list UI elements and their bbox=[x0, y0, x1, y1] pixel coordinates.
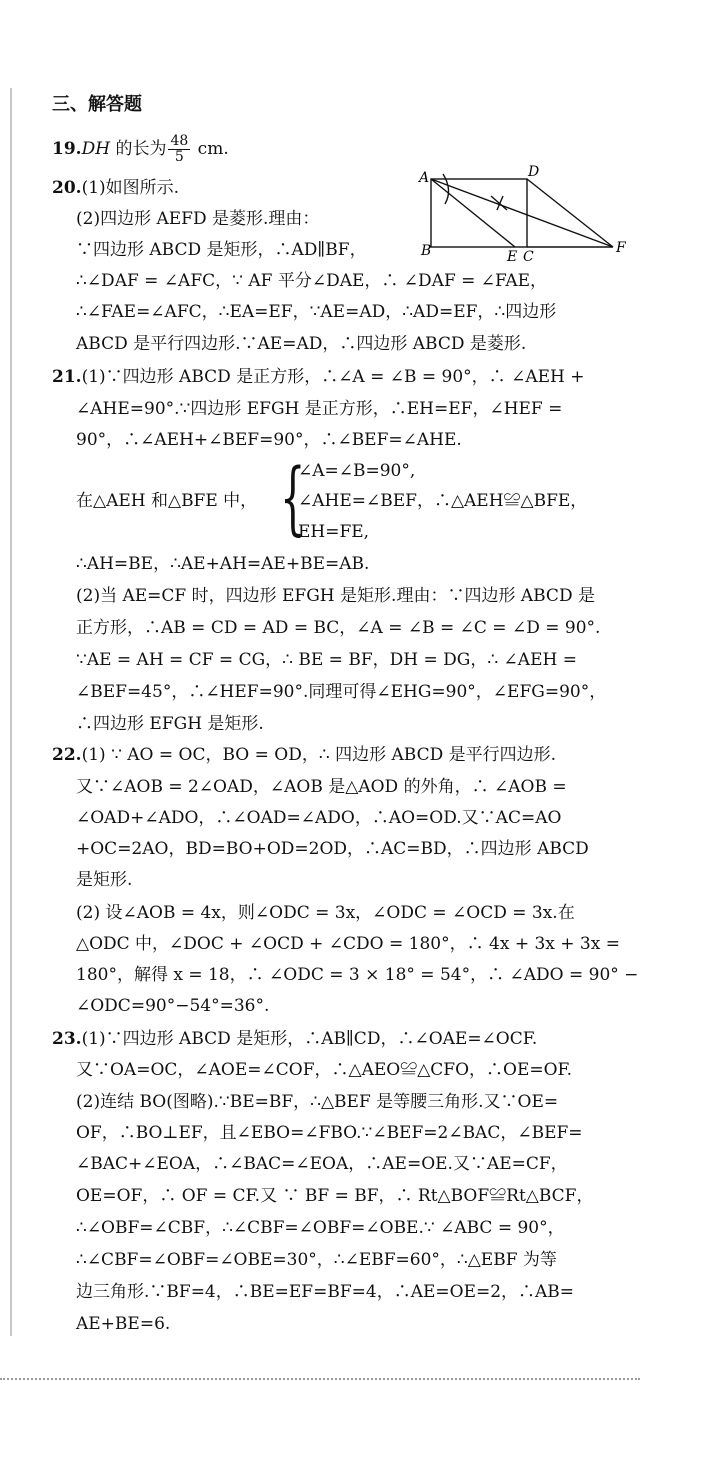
q20-text: (1)如图所示. bbox=[81, 178, 180, 198]
q21-text: (1)∵四边形 ABCD 是正方形，∴∠A = ∠B = 90°，∴ ∠AEH + bbox=[81, 367, 585, 387]
q22-line-6: (2) 设∠AOB = 4x，则∠ODC = 3x，∠ODC = ∠OCD = 3x.在 bbox=[76, 903, 575, 923]
q21-line-8: ∠BEF=45°，∴∠HEF=90°.同理可得∠EHG=90°，∠EFG=90°， bbox=[76, 682, 607, 702]
segment-ae bbox=[431, 179, 515, 247]
q20-figure bbox=[415, 162, 635, 262]
label-f: F bbox=[616, 240, 626, 256]
segment-af bbox=[431, 179, 613, 247]
q19-fraction bbox=[168, 134, 190, 165]
q20-line-5: ∴∠FAE=∠AFC，∴EA=EF，∵AE=AD，∴AD=EF，∴四边形 bbox=[76, 302, 557, 322]
q20-line-6: ABCD 是平行四边形.∵AE=AD，∴四边形 ABCD 是菱形. bbox=[76, 334, 527, 354]
q19-text: 的长为 bbox=[110, 139, 167, 159]
q21-line-6: 正方形，∴AB = CD = AD = BC，∠A = ∠B = ∠C = ∠D = 90°. bbox=[76, 618, 601, 638]
q22-line-7: △ODC 中，∠DOC + ∠OCD + ∠CDO = 180°，∴ 4x + 3x + 3x = bbox=[76, 934, 620, 954]
q23-line-1 bbox=[52, 1028, 537, 1050]
q19-frac-num: 48 bbox=[170, 133, 189, 149]
q21-system-line-2: ∠AHE=∠BEF，∴△AEH≌△BFE， bbox=[298, 491, 588, 511]
left-margin-rule bbox=[10, 88, 12, 1336]
q19-line bbox=[52, 134, 229, 165]
q20-line-2: (2)四边形 AEFD 是菱形.理由： bbox=[76, 209, 320, 229]
q23-line-5: ∠BAC+∠EOA，∴∠BAC=∠EOA，∴AE=OE.又∵AE=CF， bbox=[76, 1154, 568, 1174]
label-e: E bbox=[507, 249, 518, 262]
rectangle-abcd bbox=[431, 179, 527, 247]
q22-line-5: 是矩形. bbox=[76, 870, 133, 890]
q21-line-3: 90°，∴∠AEH+∠BEF=90°，∴∠BEF=∠AHE. bbox=[76, 430, 462, 450]
q20-line-1 bbox=[52, 177, 179, 199]
q20-line-4: ∴∠DAF = ∠AFC，∵ AF 平分∠DAE，∴ ∠DAF = ∠FAE， bbox=[76, 271, 548, 291]
bottom-dotted-rule bbox=[0, 1378, 640, 1380]
q23-line-4: OF，∴BO⊥EF，且∠EBO=∠FBO.∵∠BEF=2∠BAC，∠BEF= bbox=[76, 1123, 583, 1143]
q22-text: (1) ∵ AO = OC，BO = OD，∴ 四边形 ABCD 是平行四边形. bbox=[81, 745, 557, 765]
q23-line-3: (2)连结 BO(图略).∵BE=BF，∴△BEF 是等腰三角形.又∵OE= bbox=[76, 1092, 559, 1112]
q21-system-line-3: EH=FE, bbox=[298, 522, 370, 542]
section-title: 三、解答题 bbox=[52, 94, 142, 115]
q21-line-7: ∵AE = AH = CF = CG，∴ BE = BF，DH = DG，∴ ∠AEH = bbox=[76, 650, 577, 670]
arc-cross-2 bbox=[497, 196, 503, 210]
label-a: A bbox=[419, 170, 430, 186]
q22-line-8: 180°，解得 x = 18，∴ ∠ODC = 3 × 18° = 54°，∴ ∠ADO = 90° − bbox=[76, 965, 639, 985]
q22-line-3: ∠OAD+∠ADO，∴∠OAD=∠ADO，∴AO=OD.又∵AC=AO bbox=[76, 808, 562, 828]
q23-line-7: ∴∠OBF=∠CBF，∴∠CBF=∠OBF=∠OBE.∵ ∠ABC = 90°， bbox=[76, 1218, 565, 1238]
q22-line-4: +OC=2AO，BD=BO+OD=2OD，∴AC=BD，∴四边形 ABCD bbox=[76, 839, 589, 859]
q20-number: 20. bbox=[52, 178, 82, 198]
q23-line-2: 又∵OA=OC，∠AOE=∠COF，∴△AEO≌△CFO，∴OE=OF. bbox=[76, 1060, 573, 1080]
q23-line-9: 边三角形.∵BF=4，∴BE=EF=BF=4，∴AE=OE=2，∴AB= bbox=[76, 1282, 575, 1302]
label-c: C bbox=[523, 249, 534, 262]
q21-line-4: ∴AH=BE，∴AE+AH=AE+BE=AB. bbox=[76, 554, 370, 574]
system-brace: { bbox=[280, 451, 306, 544]
q22-line-1 bbox=[52, 744, 556, 766]
q19-unit: cm. bbox=[192, 139, 229, 159]
q21-line-2: ∠AHE=90°.∵四边形 EFGH 是正方形，∴EH=EF，∠HEF = bbox=[76, 399, 563, 419]
q19-var: DH bbox=[81, 139, 111, 159]
q21-system-prefix: 在△AEH 和△BFE 中， bbox=[76, 491, 258, 511]
q23-line-8: ∴∠CBF=∠OBF=∠OBE=30°，∴∠EBF=60°，∴△EBF 为等 bbox=[76, 1250, 557, 1270]
q22-line-9: ∠ODC=90°−54°=36°. bbox=[76, 996, 270, 1016]
q23-line-6: OE=OF，∴ OF = CF.又 ∵ BF = BF，∴ Rt△BOF≌Rt△BCF， bbox=[76, 1186, 594, 1206]
q21-system-line-1: ∠A=∠B=90°, bbox=[298, 461, 416, 481]
q19-number: 19. bbox=[52, 139, 82, 159]
q23-text: (1)∵四边形 ABCD 是矩形，∴AB∥CD，∴∠OAE=∠OCF. bbox=[81, 1029, 538, 1049]
q21-line-9: ∴四边形 EFGH 是矩形. bbox=[76, 714, 264, 734]
q19-frac-den: 5 bbox=[174, 149, 184, 165]
q23-line-10: AE+BE=6. bbox=[76, 1314, 171, 1334]
q22-line-2: 又∵∠AOB = 2∠OAD，∠AOB 是△AOD 的外角，∴ ∠AOB = bbox=[76, 777, 567, 797]
segment-df bbox=[527, 179, 613, 247]
label-b: B bbox=[421, 243, 432, 259]
q21-number: 21. bbox=[52, 367, 82, 387]
q21-line-5: (2)当 AE=CF 时，四边形 EFGH 是矩形.理由：∵四边形 ABCD 是 bbox=[76, 586, 595, 606]
q21-line-1 bbox=[52, 366, 585, 388]
q22-number: 22. bbox=[52, 745, 82, 765]
q20-line-3: ∵四边形 ABCD 是矩形，∴AD∥BF， bbox=[76, 240, 367, 260]
label-d: D bbox=[528, 164, 540, 180]
q23-number: 23. bbox=[52, 1029, 82, 1049]
